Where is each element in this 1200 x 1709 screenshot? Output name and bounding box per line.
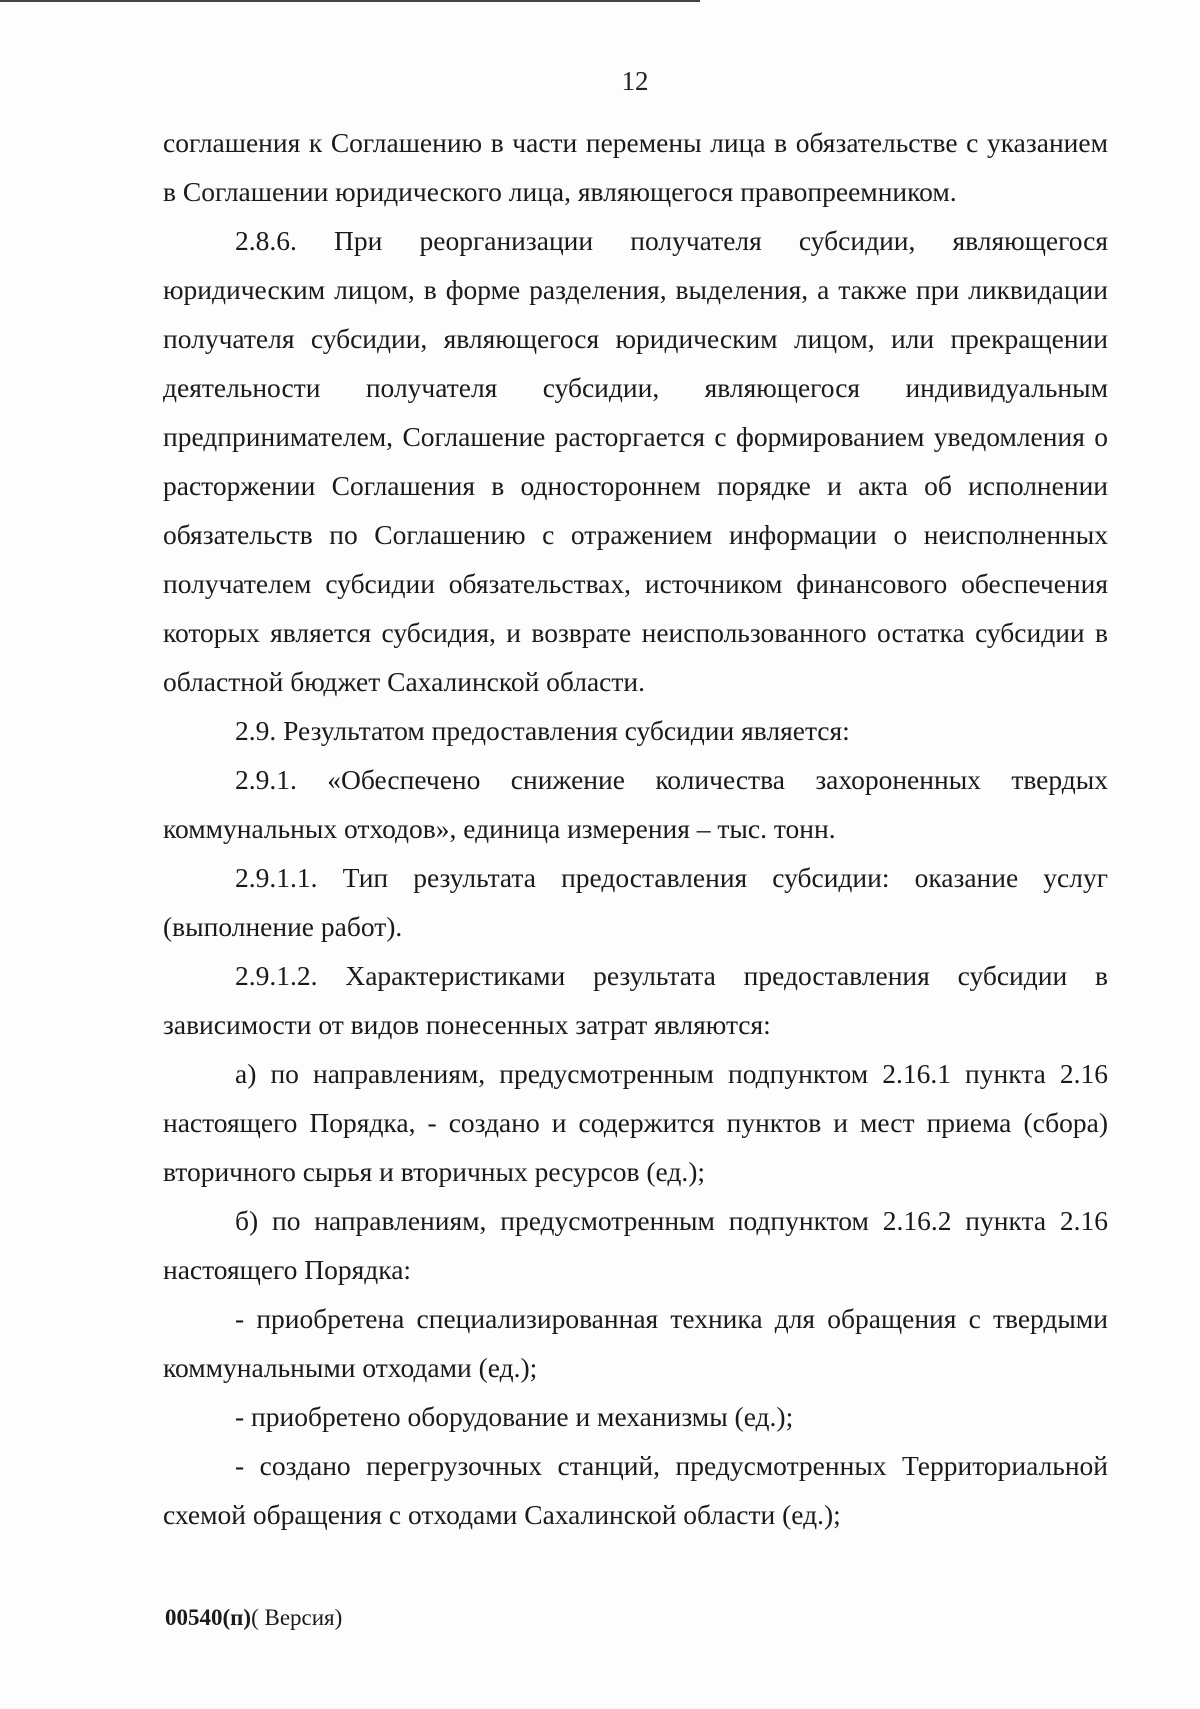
document-footer: [165, 1605, 342, 1631]
list-item: - приобретена специализированная техника для обращения с твердыми коммунальными отходами (ед.);: [163, 1303, 1108, 1383]
paragraph-item-b: б) по направлениям, предусмотренным подпунктом 2.16.2 пункта 2.16 настоящего Порядка:: [163, 1205, 1108, 1285]
list-item: - приобретено оборудование и механизмы (ед.);: [235, 1401, 794, 1432]
paragraph: соглашения к Соглашению в части перемены лица в обязательстве с указанием в Соглашении юридического лица, являющегося правопреемником.: [163, 127, 1108, 207]
document-code: 00540(п): [165, 1605, 252, 1630]
paragraph-2-9-1: 2.9.1. «Обеспечено снижение количества захороненных твердых коммунальных отходов», единица измерения – тыс. тонн.: [163, 764, 1108, 844]
document-body: [163, 118, 1108, 1539]
paragraph-2-9: 2.9. Результатом предоставления субсидии является:: [235, 715, 850, 746]
list-item: - создано перегрузочных станций, предусмотренных Территориальной схемой обращения с отходами Сахалинской области (ед.);: [163, 1450, 1108, 1530]
page-number: 12: [621, 66, 649, 96]
paragraph-2-9-1-1: 2.9.1.1. Тип результата предоставления субсидии: оказание услуг (выполнение работ).: [163, 862, 1108, 942]
paragraph-item-a: а) по направлениям, предусмотренным подпунктом 2.16.1 пункта 2.16 настоящего Порядка, - создано и содержится пунктов и мест приема (сбора) вторичного сырья и вторичных ресурсов (ед.);: [163, 1058, 1108, 1187]
paragraph-2-8-6: 2.8.6. При реорганизации получателя субсидии, являющегося юридическим лицом, в форме разделения, выделения, а также при ликвидации получателя субсидии, являющегося юридическим лицом, или прекращении деятельности получателя субсидии, являющегося индивидуальным предпринимателем, Соглашение расторгается с формированием уведомления о расторжении Соглашения в одностороннем порядке и акта об исполнении обязательств по Соглашению с отражением информации о неисполненных получателем субсидии обязательствах, источником финансового обеспечения которых является субсидия, и возврате неиспользованного остатка субсидии в областной бюджет Сахалинской области.: [163, 225, 1108, 697]
paragraph-2-9-1-2: 2.9.1.2. Характеристиками результата предоставления субсидии в зависимости от видов понесенных затрат являются:: [163, 960, 1108, 1040]
scan-edge-line: [0, 0, 700, 2]
document-version: ( Версия): [251, 1605, 343, 1630]
